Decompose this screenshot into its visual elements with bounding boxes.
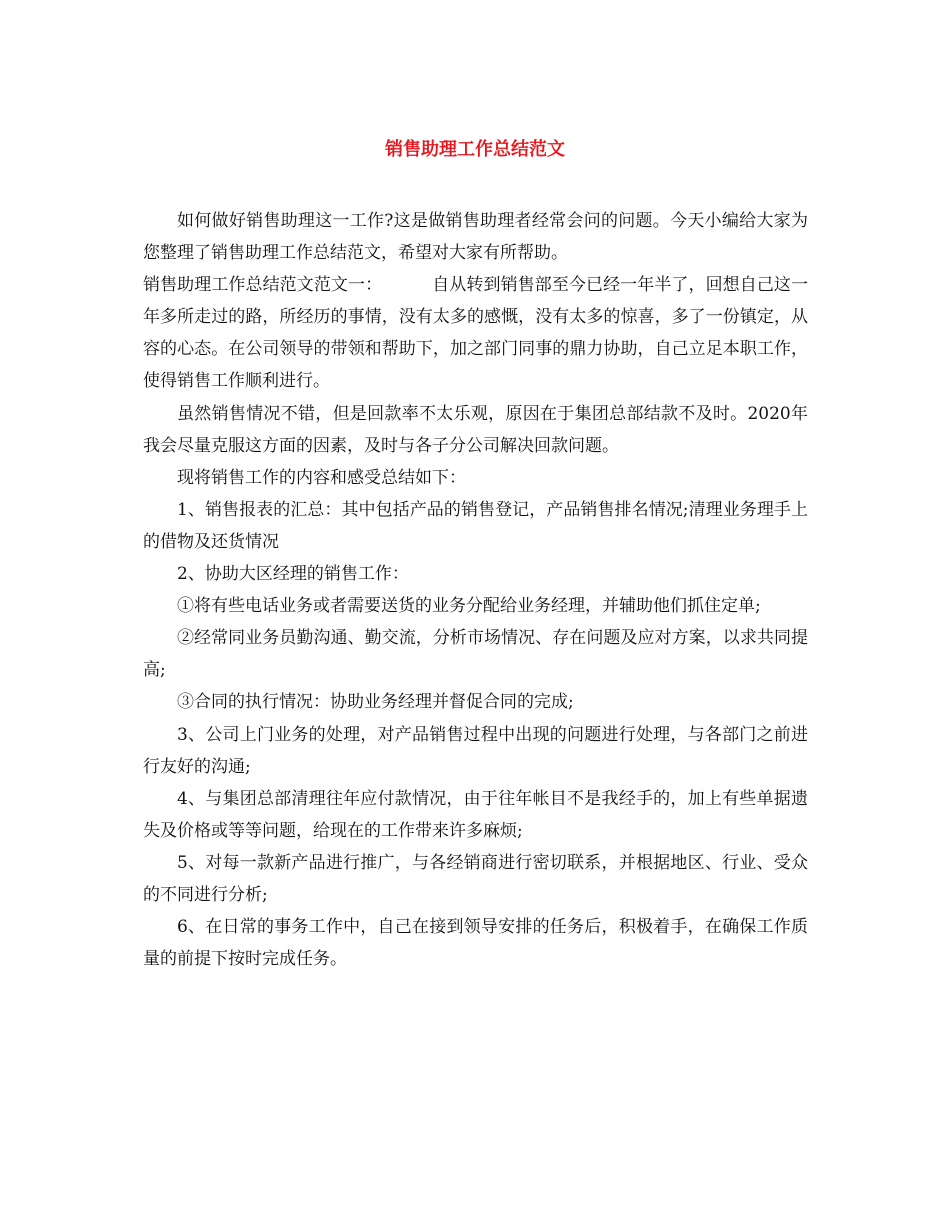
list-item-1: 1、销售报表的汇总：其中包括产品的销售登记，产品销售排名情况;清理业务理手上的借物及还货情况 <box>143 499 808 552</box>
list-item-2: 2、协助大区经理的销售工作： <box>177 564 409 585</box>
sample-text: 自从转到销售部至今已经一年半了，回想自己这一年多所走过的路，所经历的事情，没有太多的感慨，没有太多的惊喜，多了一份镇定，从容的心态。在公司领导的带领和帮助下，加之部门同事的鼎力协助，自己立足本职工作，使得销售工作顺利进行。 <box>143 275 809 392</box>
sub-item-2: ②经常同业务员勤沟通、勤交流，分析市场情况、存在问题及应对方案，以求共同提高; <box>143 628 808 681</box>
paragraph-summary-intro: 现将销售工作的内容和感受总结如下： <box>177 467 466 488</box>
list-item-3: 3、公司上门业务的处理，对产品销售过程中出现的问题进行处理，与各部门之前进行友好的沟通; <box>143 724 808 777</box>
sub-item-3: ③合同的执行情况：协助业务经理并督促合同的完成; <box>177 692 574 713</box>
list-item-5: 5、对每一款新产品进行推广，与各经销商进行密切联系，并根据地区、行业、受众的不同进行分析; <box>143 852 808 905</box>
sample-heading: 销售助理工作总结范文范文一： <box>143 275 383 296</box>
paragraph-intro: 如何做好销售助理这一工作?这是做销售助理者经常会问的问题。今天小编给大家为您整理了销售助理工作总结范文，希望对大家有所帮助。 <box>143 211 808 264</box>
paragraph-collection: 虽然销售情况不错，但是回款率不太乐观，原因在于集团总部结款不及时。2020年我会尽量克服这方面的因素，及时与各子分公司解决回款问题。 <box>143 403 808 456</box>
list-item-4: 4、与集团总部清理往年应付款情况，由于往年帐目不是我经手的，加上有些单据遗失及价格或等等问题，给现在的工作带来许多麻烦; <box>143 788 808 841</box>
sub-item-1: ①将有些电话业务或者需要送货的业务分配给业务经理，并辅助他们抓住定单; <box>177 596 761 617</box>
document-title: 销售助理工作总结范文 <box>385 139 565 160</box>
document-body <box>143 205 808 975</box>
list-item-6: 6、在日常的事务工作中，自己在接到领导安排的任务后，积极着手，在确保工作质量的前提下按时完成任务。 <box>143 917 808 970</box>
paragraph-sample-one <box>143 269 808 397</box>
